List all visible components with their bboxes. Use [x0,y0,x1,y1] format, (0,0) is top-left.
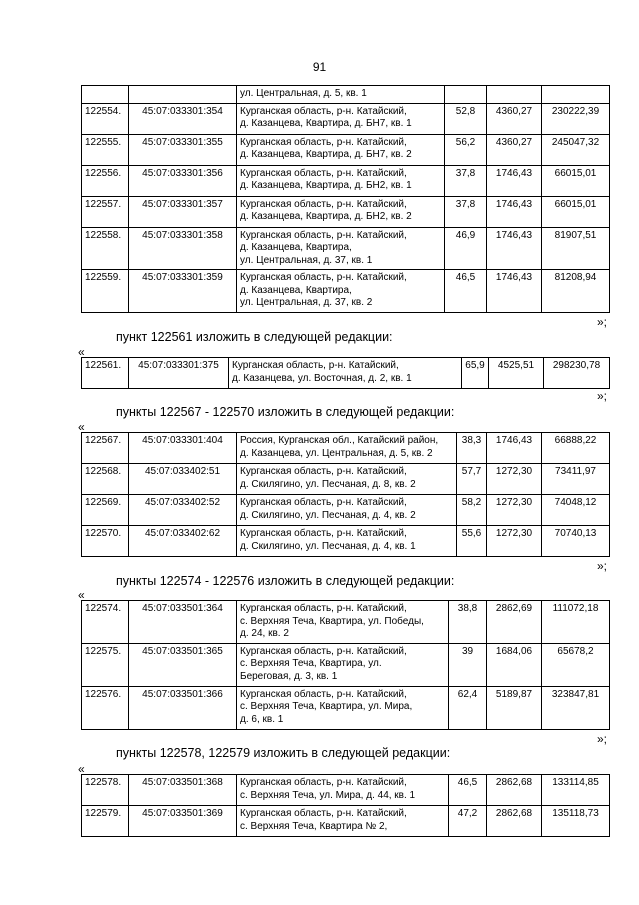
cadastral-number: 45:07:033301:358 [129,227,237,270]
opening-quote: « [78,588,85,602]
cadastral-number: 45:07:033301:356 [129,165,237,196]
cadastral-number: 45:07:033301:359 [129,270,237,313]
property-table-4 [81,600,610,730]
property-table-2 [81,357,610,389]
cadastral-number: 45:07:033501:365 [129,643,237,686]
price-per-meter: 4525,51 [489,358,544,389]
opening-quote: « [78,420,85,434]
closing-quote: »; [597,315,608,329]
area [445,86,487,104]
row-number: 122574. [82,601,129,644]
cadastral-number: 45:07:033402:52 [129,495,237,526]
cadastral-number: 45:07:033301:355 [129,134,237,165]
table-row [82,165,610,196]
total-cost: 66015,01 [542,165,610,196]
table-row [82,775,610,806]
price-per-meter: 5189,87 [487,686,542,729]
closing-quote: »; [597,732,608,746]
area: 52,8 [445,103,487,134]
price-per-meter [487,86,542,104]
row-number: 122556. [82,165,129,196]
cadastral-number: 45:07:033301:375 [129,358,229,389]
address: Курганская область, р-н. Катайский, с. Верхняя Теча, Квартира, ул. Береговая, д. 3, кв. 1 [237,643,449,686]
row-number: 122567. [82,433,129,464]
page-number: 91 [312,60,327,74]
area: 38,8 [449,601,487,644]
area: 37,8 [445,165,487,196]
address: Россия, Курганская обл., Катайский район, д. Казанцева, ул. Центральная, д. 5, кв. 2 [237,433,457,464]
cadastral-number: 45:07:033301:354 [129,103,237,134]
row-number: 122555. [82,134,129,165]
price-per-meter: 2862,69 [487,601,542,644]
area: 57,7 [457,464,487,495]
price-per-meter: 1272,30 [487,526,542,557]
area: 37,8 [445,196,487,227]
total-cost: 81208,94 [542,270,610,313]
closing-quote: »; [597,559,608,573]
address: Курганская область, р-н. Катайский, с. Верхняя Теча, Квартира, ул. Мира, д. 6, кв. 1 [237,686,449,729]
table-row [82,495,610,526]
table-row [82,86,610,104]
row-number: 122568. [82,464,129,495]
address: Курганская область, р-н. Катайский, д. Казанцева, Квартира, ул. Центральная, д. 37, кв. 2 [237,270,445,313]
address: Курганская область, р-н. Катайский, д. Казанцева, Квартира, д. БН2, кв. 1 [237,165,445,196]
row-number [82,86,129,104]
area: 47,2 [449,806,487,837]
price-per-meter: 1746,43 [487,227,542,270]
property-table-5 [81,774,610,837]
area: 46,5 [449,775,487,806]
row-number: 122554. [82,103,129,134]
table-row [82,643,610,686]
row-number: 122569. [82,495,129,526]
row-number: 122578. [82,775,129,806]
cadastral-number: 45:07:033402:62 [129,526,237,557]
total-cost: 73411,97 [542,464,610,495]
price-per-meter: 2862,68 [487,775,542,806]
address: Курганская область, р-н. Катайский, д. Скилягино, ул. Песчаная, д. 4, кв. 1 [237,526,457,557]
cadastral-number: 45:07:033501:369 [129,806,237,837]
area: 56,2 [445,134,487,165]
address: Курганская область, р-н. Катайский, д. Казанцева, Квартира, ул. Центральная, д. 37, кв. 1 [237,227,445,270]
area: 46,9 [445,227,487,270]
table-row [82,227,610,270]
amendment-intro: пункт 122561 изложить в следующей редакции: [116,330,393,344]
row-number: 122558. [82,227,129,270]
address: Курганская область, р-н. Катайский, д. Скилягино, ул. Песчаная, д. 8, кв. 2 [237,464,457,495]
table-row [82,103,610,134]
total-cost: 133114,85 [542,775,610,806]
row-number: 122575. [82,643,129,686]
cadastral-number [129,86,237,104]
cadastral-number: 45:07:033301:404 [129,433,237,464]
total-cost: 298230,78 [544,358,610,389]
address: Курганская область, р-н. Катайский, д. Скилягино, ул. Песчаная, д. 4, кв. 2 [237,495,457,526]
cadastral-number: 45:07:033501:364 [129,601,237,644]
price-per-meter: 1746,43 [487,433,542,464]
total-cost [542,86,610,104]
total-cost: 81907,51 [542,227,610,270]
address: Курганская область, р-н. Катайский, д. Казанцева, Квартира, д. БН7, кв. 1 [237,103,445,134]
address: ул. Центральная, д. 5, кв. 1 [237,86,445,104]
table-row [82,526,610,557]
table-row [82,433,610,464]
row-number: 122579. [82,806,129,837]
area: 62,4 [449,686,487,729]
area: 46,5 [445,270,487,313]
total-cost: 66888,22 [542,433,610,464]
row-number: 122570. [82,526,129,557]
area: 58,2 [457,495,487,526]
cadastral-number: 45:07:033402:51 [129,464,237,495]
property-table-3 [81,432,610,557]
area: 39 [449,643,487,686]
row-number: 122557. [82,196,129,227]
total-cost: 135118,73 [542,806,610,837]
area: 65,9 [462,358,489,389]
total-cost: 323847,81 [542,686,610,729]
price-per-meter: 1746,43 [487,165,542,196]
row-number: 122561. [82,358,129,389]
opening-quote: « [78,345,85,359]
total-cost: 230222,39 [542,103,610,134]
price-per-meter: 1746,43 [487,196,542,227]
table-row [82,806,610,837]
address: Курганская область, р-н. Катайский, д. Казанцева, ул. Восточная, д. 2, кв. 1 [229,358,462,389]
total-cost: 65678,2 [542,643,610,686]
table-row [82,270,610,313]
price-per-meter: 1272,30 [487,464,542,495]
table-row [82,464,610,495]
cadastral-number: 45:07:033501:366 [129,686,237,729]
address: Курганская область, р-н. Катайский, с. Верхняя Теча, Квартира № 2, [237,806,449,837]
amendment-intro: пункты 122574 - 122576 изложить в следующей редакции: [116,574,455,588]
total-cost: 245047,32 [542,134,610,165]
total-cost: 74048,12 [542,495,610,526]
price-per-meter: 1684,06 [487,643,542,686]
amendment-intro: пункты 122578, 122579 изложить в следующей редакции: [116,746,451,760]
table-row [82,686,610,729]
row-number: 122576. [82,686,129,729]
address: Курганская область, р-н. Катайский, д. Казанцева, Квартира, д. БН7, кв. 2 [237,134,445,165]
closing-quote: »; [597,389,608,403]
opening-quote: « [78,762,85,776]
table-row [82,358,610,389]
row-number: 122559. [82,270,129,313]
address: Курганская область, р-н. Катайский, с. Верхняя Теча, ул. Мира, д. 44, кв. 1 [237,775,449,806]
address: Курганская область, р-н. Катайский, с. Верхняя Теча, Квартира, ул. Победы, д. 24, кв. 2 [237,601,449,644]
area: 38,3 [457,433,487,464]
total-cost: 66015,01 [542,196,610,227]
price-per-meter: 4360,27 [487,103,542,134]
cadastral-number: 45:07:033501:368 [129,775,237,806]
table-row [82,134,610,165]
cadastral-number: 45:07:033301:357 [129,196,237,227]
price-per-meter: 1272,30 [487,495,542,526]
price-per-meter: 1746,43 [487,270,542,313]
total-cost: 111072,18 [542,601,610,644]
table-row [82,601,610,644]
price-per-meter: 2862,68 [487,806,542,837]
total-cost: 70740,13 [542,526,610,557]
property-table-1 [81,85,610,313]
address: Курганская область, р-н. Катайский, д. Казанцева, Квартира, д. БН2, кв. 2 [237,196,445,227]
area: 55,6 [457,526,487,557]
price-per-meter: 4360,27 [487,134,542,165]
amendment-intro: пункты 122567 - 122570 изложить в следующей редакции: [116,405,455,419]
table-row [82,196,610,227]
